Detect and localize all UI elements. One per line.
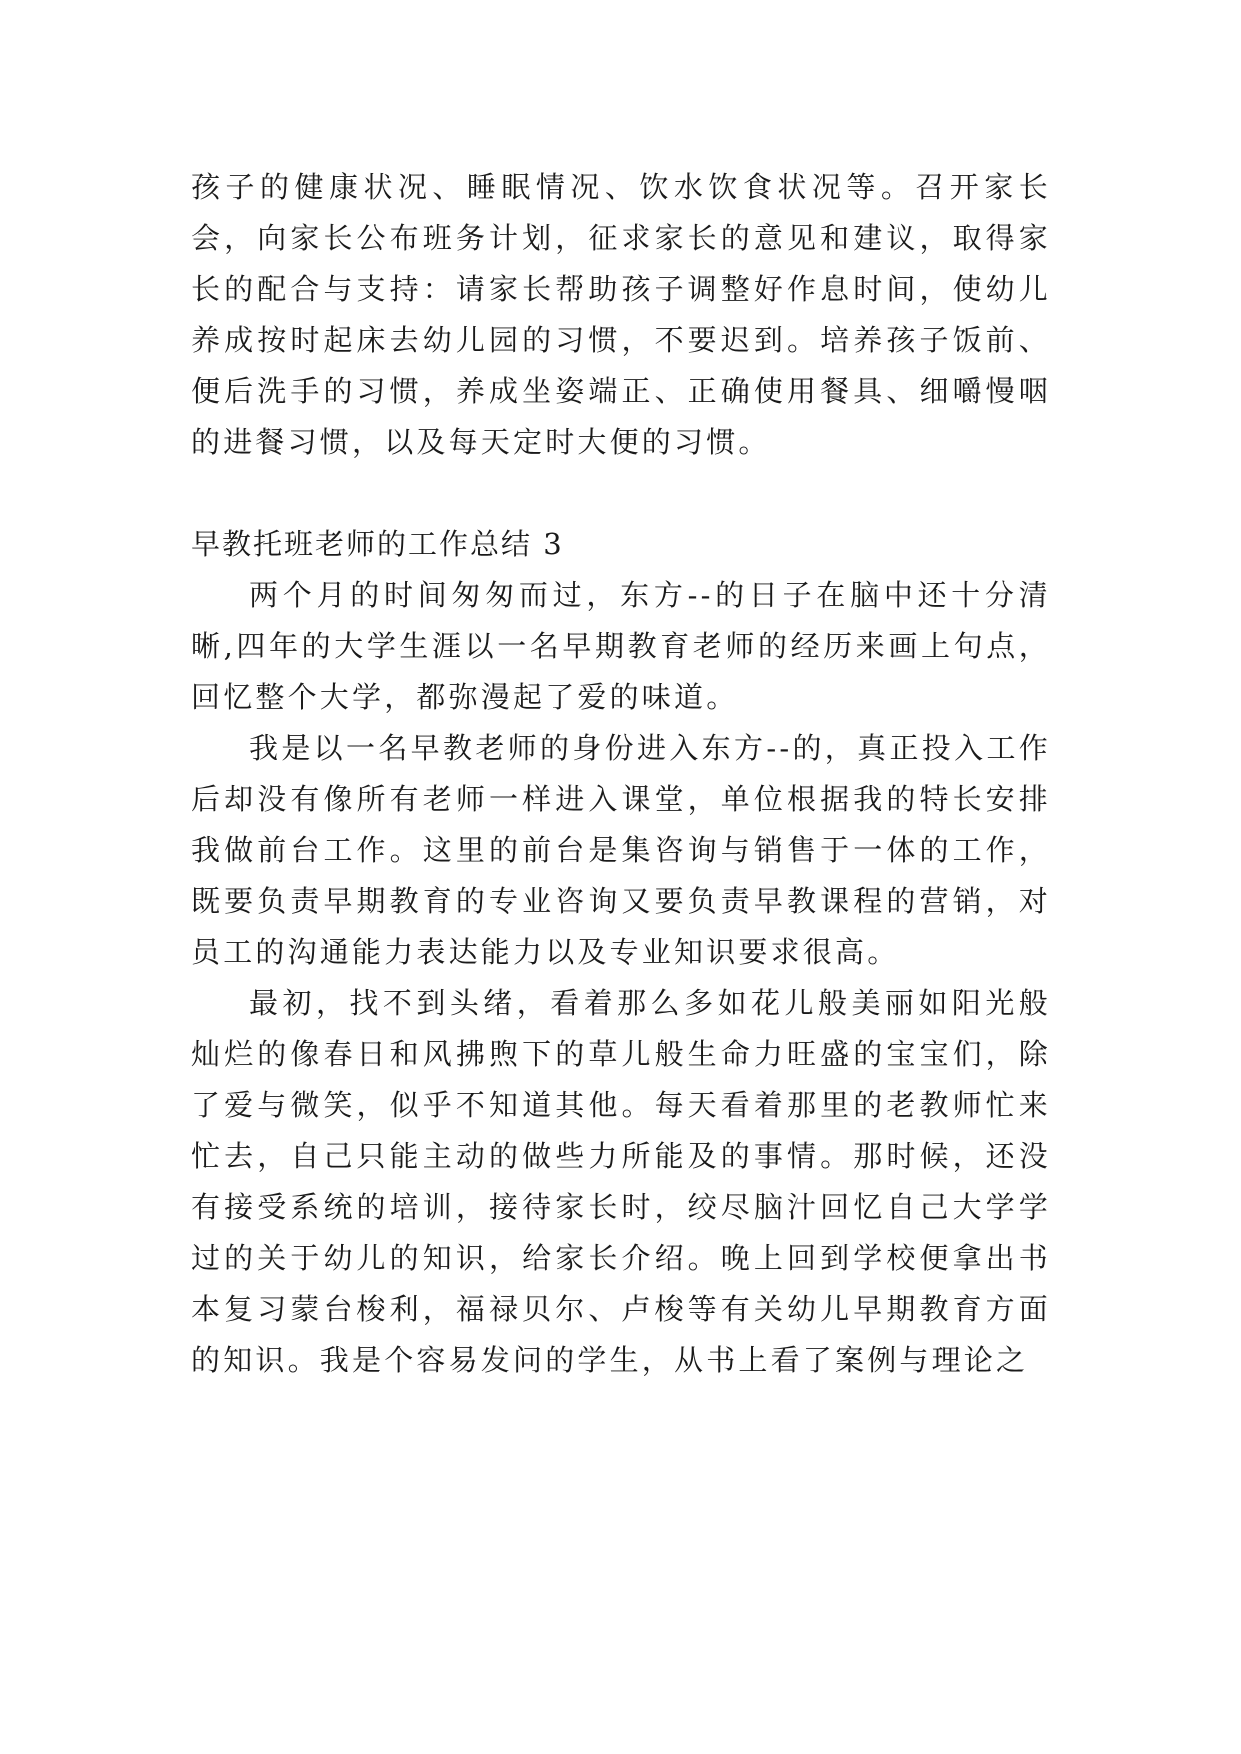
body-paragraph-2: 我是以一名早教老师的身份进入东方--的，真正投入工作后却没有像所有老师一样进入课堂，单位根据我的特长安排我做前台工作。这里的前台是集咨询与销售于一体的工作，既要负责早期教育的专业咨询又要负责早教课程的营销，对员工的沟通能力表达能力以及专业知识要求很高。 xyxy=(191,731,1051,969)
body-paragraph-1: 两个月的时间匆匆而过，东方--的日子在脑中还十分清晰,四年的大学生涯以一名早期教育老师的经历来画上句点，回忆整个大学，都弥漫起了爱的味道。 xyxy=(191,578,1051,714)
body-paragraph-3: 最初，找不到头绪，看着那么多如花儿般美丽如阳光般灿烂的像春日和风拂煦下的草儿般生命力旺盛的宝宝们，除了爱与微笑，似乎不知道其他。每天看着那里的老教师忙来忙去，自己只能主动的做些力所能及的事情。那时候，还没有接受系统的培训，接待家长时，绞尽脑汁回忆自己大学学过的关于幼儿的知识，给家长介绍。晚上回到学校便拿出书本复习蒙台梭利，福禄贝尔、卢梭等有关幼儿早期教育方面的知识。我是个容易发问的学生，从书上看了案例与理论之 xyxy=(191,986,1051,1377)
document-body xyxy=(191,162,1051,1386)
section-title: 早教托班老师的工作总结 3 xyxy=(191,527,564,561)
intro-paragraph: 孩子的健康状况、睡眠情况、饮水饮食状况等。召开家长会，向家长公布班务计划，征求家长的意见和建议，取得家长的配合与支持：请家长帮助孩子调整好作息时间，使幼儿养成按时起床去幼儿园的习惯，不要迟到。培养孩子饭前、便后洗手的习惯，养成坐姿端正、正确使用餐具、细嚼慢咽的进餐习惯，以及每天定时大便的习惯。 xyxy=(191,170,1051,459)
